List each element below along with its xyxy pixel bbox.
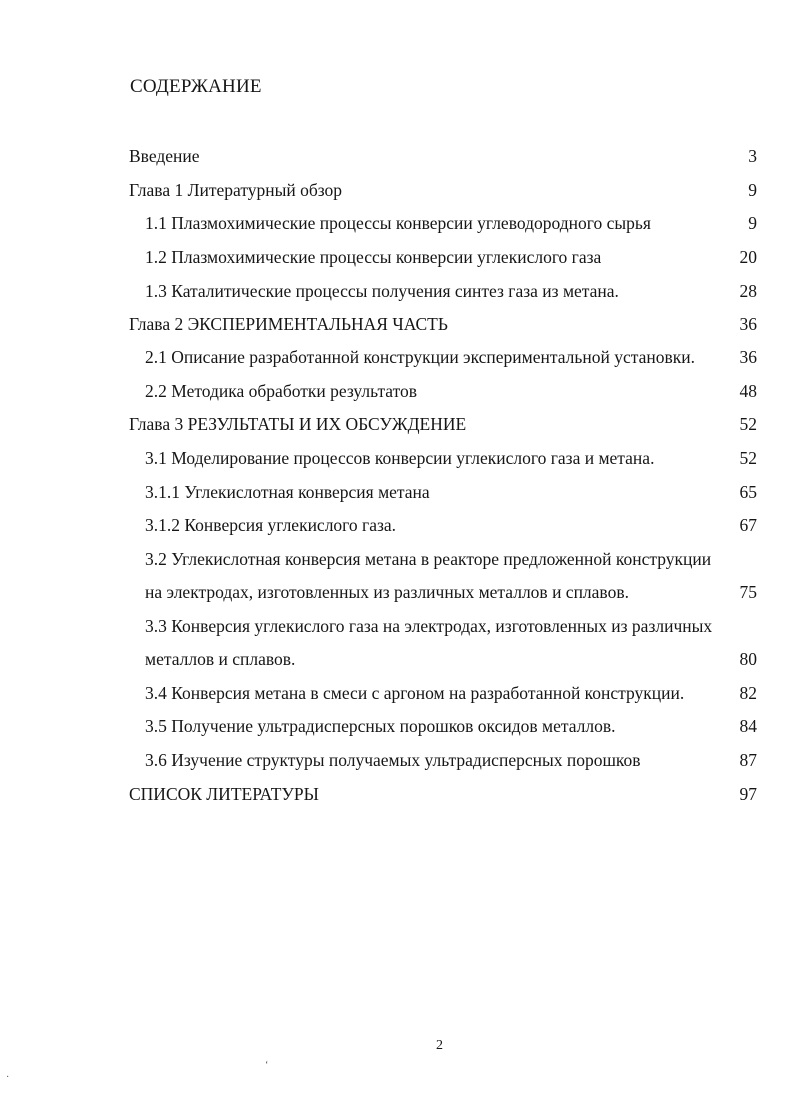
toc-entry-2-2: 2.2 Методика обработки результатов (145, 381, 418, 401)
toc-entry-intro: Введение (129, 146, 200, 166)
toc-entry-references: СПИСОК ЛИТЕРАТУРЫ (129, 784, 319, 804)
toc-page-3-1-2: 67 (739, 515, 757, 535)
toc-page-1-2: 20 (739, 247, 757, 267)
scan-speck: ʻ (265, 1060, 269, 1071)
toc-page-3-1: 52 (739, 448, 757, 468)
toc-entry-2-1: 2.1 Описание разработанной конструкции экспериментальной установки. (145, 347, 695, 367)
toc-heading: СОДЕРЖАНИЕ (130, 76, 262, 97)
toc-page-3-3: 80 (739, 649, 757, 669)
toc-page-references: 97 (739, 784, 757, 804)
toc-page-2-2: 48 (739, 381, 757, 401)
page-number: 2 (436, 1038, 443, 1053)
toc-entry-chapter-3: Глава 3 РЕЗУЛЬТАТЫ И ИХ ОБСУЖДЕНИЕ (129, 414, 467, 434)
toc-entry-chapter-2: Глава 2 ЭКСПЕРИМЕНТАЛЬНАЯ ЧАСТЬ (129, 314, 448, 334)
toc-page-3-6: 87 (739, 750, 757, 770)
scan-speck: · (6, 1072, 10, 1083)
toc-entry-3-1-2: 3.1.2 Конверсия углекислого газа. (145, 515, 397, 535)
toc-page-1-1: 9 (748, 213, 757, 233)
toc-page-2-1: 36 (739, 347, 757, 367)
toc-entry-chapter-1: Глава 1 Литературный обзор (129, 180, 343, 200)
toc-page-3-1-1: 65 (739, 482, 757, 502)
toc-page-3-2: 75 (739, 582, 757, 602)
toc-page-chapter-1: 9 (748, 180, 757, 200)
toc-entry-3-3-line1: 3.3 Конверсия углекислого газа на электродах, изготовленных из различных (145, 616, 713, 636)
toc-page-1-3: 28 (739, 281, 757, 301)
toc-entry-3-5: 3.5 Получение ультрадисперсных порошков оксидов металлов. (145, 716, 616, 736)
toc-entry-3-4: 3.4 Конверсия метана в смеси с аргоном на разработанной конструкции. (145, 683, 685, 703)
toc-entry-1-2: 1.2 Плазмохимические процессы конверсии углекислого газа (145, 247, 602, 267)
toc-entry-3-2-line1: 3.2 Углекислотная конверсия метана в реакторе предложенной конструкции (145, 549, 712, 569)
toc-page-3-4: 82 (739, 683, 757, 703)
toc-page-intro: 3 (748, 146, 757, 166)
toc-entry-3-1-1: 3.1.1 Углекислотная конверсия метана (145, 482, 430, 502)
toc-entry-1-1: 1.1 Плазмохимические процессы конверсии углеводородного сырья (145, 213, 651, 233)
toc-page-3-5: 84 (739, 716, 757, 736)
toc-page-chapter-3: 52 (739, 414, 757, 434)
toc-page-chapter-2: 36 (739, 314, 757, 334)
toc-entry-3-2-line2: на электродах, изготовленных из различных металлов и сплавов. (145, 582, 629, 602)
toc-entry-3-6: 3.6 Изучение структуры получаемых ультрадисперсных порошков (145, 750, 641, 770)
toc-entry-3-3-line2: металлов и сплавов. (145, 649, 296, 669)
toc-entry-3-1: 3.1 Моделирование процессов конверсии углекислого газа и метана. (145, 448, 655, 468)
toc-entry-1-3: 1.3 Каталитические процессы получения синтез газа из метана. (145, 281, 619, 301)
